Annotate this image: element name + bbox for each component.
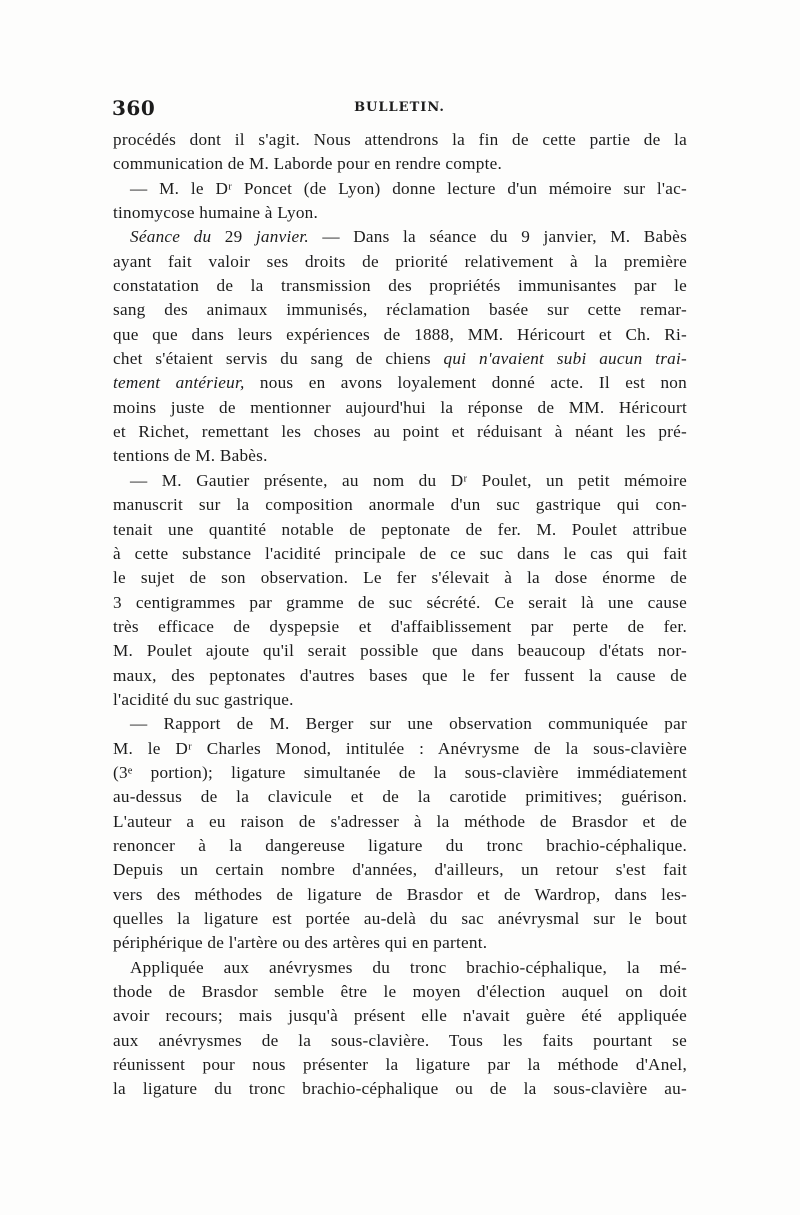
running-head (112, 96, 687, 126)
text-line: (3ᵉ portion); ligature simultanée de la sous-clavière immédiatement (113, 762, 687, 782)
text-line: tenait une quantité notable de peptonate de fer. M. Poulet attribue (113, 519, 687, 539)
text-line: à cette substance l'acidité principale de ce suc dans le cas qui fait (113, 543, 687, 563)
text-line: renoncer à la dangereuse ligature du tronc brachio-céphalique. (113, 835, 687, 855)
text-line: Appliquée aux anévrysmes du tronc brachio-céphalique, la mé- (130, 957, 687, 977)
text-line: aux anévrysmes de la sous-clavière. Tous les faits pourtant se (113, 1030, 687, 1050)
text-line: quelles la ligature est portée au-delà du sac anévrysmal sur le bout (113, 909, 687, 928)
text-line: Depuis un certain nombre d'années, d'ailleurs, un retour s'est fait (113, 860, 687, 880)
text-line: manuscrit sur la composition anormale d'un suc gastrique qui con- (113, 495, 687, 515)
text-line: — M. Gautier présente, au nom du Dʳ Poulet, un petit mémoire (130, 470, 687, 490)
session-label: Séance du (130, 227, 212, 247)
text-line: réunissent pour nous présenter la ligature par la méthode d'Anel, (113, 1055, 687, 1075)
text-line: sang des animaux immunisés, réclamation basée sur cette remar- (113, 300, 687, 320)
text-line: — Rapport de M. Berger sur une observation communiquée par (130, 714, 687, 734)
text-line: avoir recours; mais jusqu'à présent elle n'avait guère été appliquée (113, 1006, 687, 1026)
text-line: vers des méthodes de ligature de Brasdor et de Wardrop, dans les- (113, 884, 687, 904)
text-line-with-italic (113, 371, 687, 395)
text-line: très efficace de dyspepsie et d'affaiblissement par perte de fer. (113, 616, 687, 636)
text-line: L'auteur a eu raison de s'adresser à la méthode de Brasdor et de (113, 811, 687, 831)
text-line: — M. le Dʳ Poncet (de Lyon) donne lecture d'un mémoire sur l'ac- (130, 178, 687, 198)
text-line: thode de Brasdor semble être le moyen d'élection auquel on doit (113, 982, 687, 1002)
session-date: 29 (224, 227, 243, 247)
body-text (113, 128, 687, 1102)
text-line-with-italic (113, 347, 687, 371)
text-line: moins juste de mentionner aujourd'hui la réponse de MM. Héricourt (113, 397, 687, 417)
text-line: M. le Dʳ Charles Monod, intitulée : Anévrysme de la sous-clavière (113, 738, 687, 758)
text-line: la ligature du tronc brachio-céphalique ou de la sous-clavière au- (113, 1079, 687, 1099)
italic-segment: tement antérieur, (113, 373, 245, 393)
text-line: ayant fait valoir ses droits de priorité relativement à la première (113, 251, 687, 271)
italic-segment: qui n'avaient subi aucun trai- (443, 349, 687, 369)
text-line: périphérique de l'artère ou des artères qui en partent. (113, 933, 488, 953)
page-number: 360 (112, 96, 156, 120)
text-line: au-dessus de la clavicule et de la carotide primitives; guérison. (113, 787, 687, 807)
text-line: tinomycose humaine à Lyon. (113, 203, 319, 223)
text-line: 3 centigrammes par gramme de suc sécrété. Ce serait là une cause (113, 592, 687, 612)
text-line: l'acidité du suc gastrique. (113, 689, 294, 709)
text-line-session-heading (113, 225, 687, 249)
session-text: — Dans la séance du 9 janvier, M. Babès (308, 227, 688, 247)
text-segment: chet s'étaient servis du sang de chiens (113, 349, 444, 369)
text-line: maux, des peptonates d'autres bases que le fer fussent la cause de (113, 665, 687, 685)
text-line: procédés dont il s'agit. Nous attendrons la fin de cette partie de la (113, 130, 687, 149)
text-line: M. Poulet ajoute qu'il serait possible que dans beaucoup d'états nor- (113, 641, 687, 661)
text-line: le sujet de son observation. Le fer s'élevait à la dose énorme de (113, 568, 687, 588)
text-segment: nous en avons loyalement donné acte. Il est non (244, 373, 687, 393)
text-line: que que dans leurs expériences de 1888, MM. Héricourt et Ch. Ri- (113, 324, 687, 344)
text-line: et Richet, remettant les choses au point et réduisant à néant les pré- (113, 422, 687, 442)
text-line: communication de M. Laborde pour en rendre compte. (113, 154, 503, 174)
session-month: janvier. (255, 227, 309, 247)
journal-title: BULLETIN. (354, 100, 445, 115)
text-line: constatation de la transmission des propriétés immunisantes par le (113, 276, 687, 296)
text-line: tentions de M. Babès. (113, 446, 268, 466)
